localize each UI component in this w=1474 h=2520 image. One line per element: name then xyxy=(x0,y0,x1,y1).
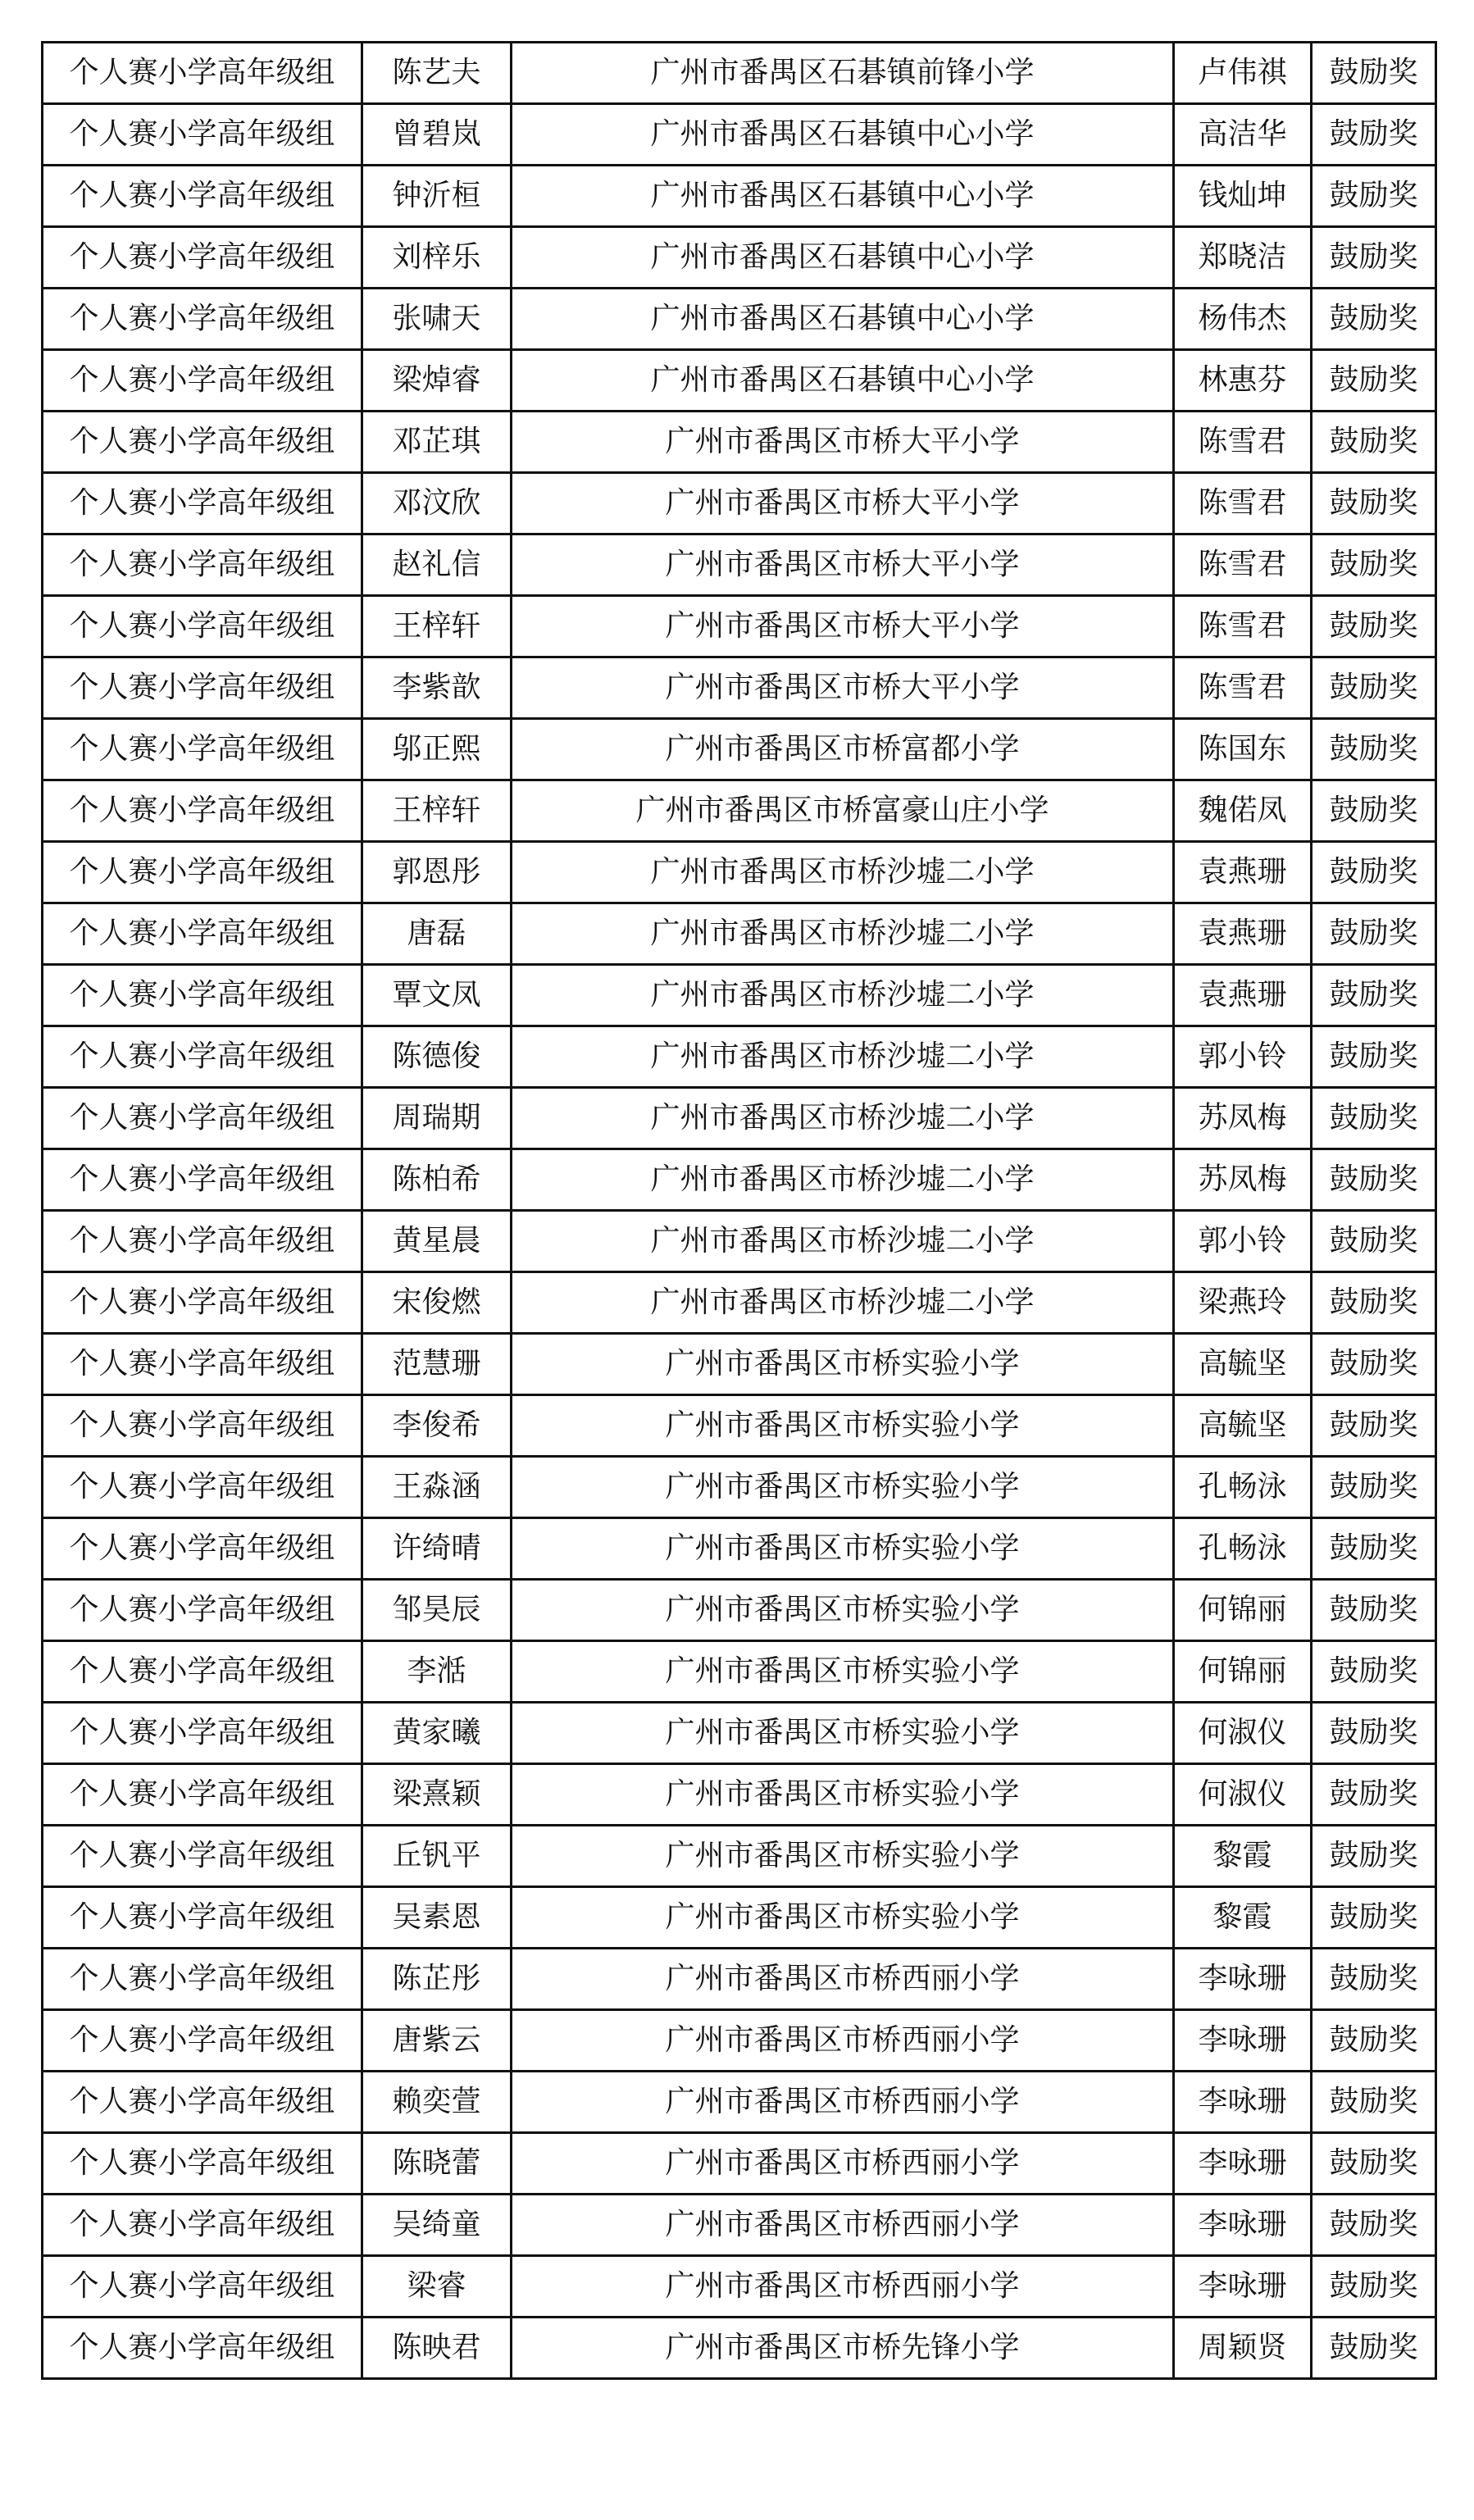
teacher-cell: 郑晓洁 xyxy=(1174,227,1312,289)
student-name-cell: 许绮晴 xyxy=(362,1518,512,1580)
category-cell: 个人赛小学高年级组 xyxy=(43,719,362,780)
award-cell: 鼓励奖 xyxy=(1312,2133,1436,2195)
award-cell: 鼓励奖 xyxy=(1312,534,1436,596)
table-row xyxy=(43,1334,1436,1395)
award-table xyxy=(41,41,1437,2380)
award-cell: 鼓励奖 xyxy=(1312,1149,1436,1211)
award-cell: 鼓励奖 xyxy=(1312,1395,1436,1457)
category-cell: 个人赛小学高年级组 xyxy=(43,1211,362,1272)
teacher-cell: 陈雪君 xyxy=(1174,657,1312,719)
school-cell: 广州市番禺区市桥实验小学 xyxy=(512,1641,1174,1703)
student-name-cell: 王淼涵 xyxy=(362,1457,512,1518)
teacher-cell: 魏偌凤 xyxy=(1174,780,1312,842)
table-row xyxy=(43,965,1436,1026)
teacher-cell: 何淑仪 xyxy=(1174,1764,1312,1826)
award-cell: 鼓励奖 xyxy=(1312,1026,1436,1088)
teacher-cell: 陈雪君 xyxy=(1174,596,1312,657)
category-cell: 个人赛小学高年级组 xyxy=(43,1149,362,1211)
teacher-cell: 陈雪君 xyxy=(1174,534,1312,596)
school-cell: 广州市番禺区石碁镇中心小学 xyxy=(512,289,1174,350)
award-cell: 鼓励奖 xyxy=(1312,1826,1436,1887)
student-name-cell: 邬正熙 xyxy=(362,719,512,780)
award-cell: 鼓励奖 xyxy=(1312,2256,1436,2318)
award-cell: 鼓励奖 xyxy=(1312,1949,1436,2010)
teacher-cell: 郭小铃 xyxy=(1174,1211,1312,1272)
award-cell: 鼓励奖 xyxy=(1312,1764,1436,1826)
school-cell: 广州市番禺区市桥西丽小学 xyxy=(512,2010,1174,2072)
award-cell: 鼓励奖 xyxy=(1312,2010,1436,2072)
school-cell: 广州市番禺区市桥沙墟二小学 xyxy=(512,903,1174,965)
award-list-sheet xyxy=(41,41,1435,2380)
student-name-cell: 赖奕萱 xyxy=(362,2072,512,2133)
table-row xyxy=(43,1826,1436,1887)
table-row xyxy=(43,2195,1436,2256)
category-cell: 个人赛小学高年级组 xyxy=(43,2195,362,2256)
school-cell: 广州市番禺区市桥沙墟二小学 xyxy=(512,1088,1174,1149)
student-name-cell: 邓芷琪 xyxy=(362,412,512,473)
category-cell: 个人赛小学高年级组 xyxy=(43,43,362,104)
table-row xyxy=(43,1764,1436,1826)
table-row xyxy=(43,1518,1436,1580)
teacher-cell: 黎霞 xyxy=(1174,1887,1312,1949)
student-name-cell: 郭恩彤 xyxy=(362,842,512,903)
school-cell: 广州市番禺区市桥先锋小学 xyxy=(512,2318,1174,2379)
award-cell: 鼓励奖 xyxy=(1312,1272,1436,1334)
award-cell: 鼓励奖 xyxy=(1312,350,1436,412)
teacher-cell: 苏凤梅 xyxy=(1174,1088,1312,1149)
category-cell: 个人赛小学高年级组 xyxy=(43,1457,362,1518)
school-cell: 广州市番禺区市桥实验小学 xyxy=(512,1457,1174,1518)
award-cell: 鼓励奖 xyxy=(1312,289,1436,350)
school-cell: 广州市番禺区石碁镇中心小学 xyxy=(512,350,1174,412)
student-name-cell: 覃文凤 xyxy=(362,965,512,1026)
teacher-cell: 高毓坚 xyxy=(1174,1395,1312,1457)
student-name-cell: 吴绮童 xyxy=(362,2195,512,2256)
category-cell: 个人赛小学高年级组 xyxy=(43,227,362,289)
student-name-cell: 陈柏希 xyxy=(362,1149,512,1211)
table-row xyxy=(43,1887,1436,1949)
category-cell: 个人赛小学高年级组 xyxy=(43,903,362,965)
table-row xyxy=(43,2010,1436,2072)
category-cell: 个人赛小学高年级组 xyxy=(43,104,362,166)
table-row xyxy=(43,2318,1436,2379)
school-cell: 广州市番禺区市桥实验小学 xyxy=(512,1764,1174,1826)
teacher-cell: 李咏珊 xyxy=(1174,2010,1312,2072)
table-row xyxy=(43,903,1436,965)
school-cell: 广州市番禺区市桥西丽小学 xyxy=(512,1949,1174,2010)
table-row xyxy=(43,166,1436,227)
teacher-cell: 陈雪君 xyxy=(1174,473,1312,534)
category-cell: 个人赛小学高年级组 xyxy=(43,1764,362,1826)
award-cell: 鼓励奖 xyxy=(1312,412,1436,473)
teacher-cell: 何锦丽 xyxy=(1174,1641,1312,1703)
school-cell: 广州市番禺区市桥西丽小学 xyxy=(512,2133,1174,2195)
award-cell: 鼓励奖 xyxy=(1312,1334,1436,1395)
category-cell: 个人赛小学高年级组 xyxy=(43,1949,362,2010)
school-cell: 广州市番禺区石碁镇中心小学 xyxy=(512,166,1174,227)
school-cell: 广州市番禺区市桥实验小学 xyxy=(512,1518,1174,1580)
category-cell: 个人赛小学高年级组 xyxy=(43,780,362,842)
category-cell: 个人赛小学高年级组 xyxy=(43,2072,362,2133)
teacher-cell: 郭小铃 xyxy=(1174,1026,1312,1088)
student-name-cell: 陈德俊 xyxy=(362,1026,512,1088)
teacher-cell: 林惠芬 xyxy=(1174,350,1312,412)
category-cell: 个人赛小学高年级组 xyxy=(43,1334,362,1395)
school-cell: 广州市番禺区市桥沙墟二小学 xyxy=(512,1149,1174,1211)
award-cell: 鼓励奖 xyxy=(1312,719,1436,780)
table-row xyxy=(43,842,1436,903)
student-name-cell: 丘钒平 xyxy=(362,1826,512,1887)
category-cell: 个人赛小学高年级组 xyxy=(43,1518,362,1580)
student-name-cell: 李湉 xyxy=(362,1641,512,1703)
category-cell: 个人赛小学高年级组 xyxy=(43,657,362,719)
award-cell: 鼓励奖 xyxy=(1312,780,1436,842)
table-row xyxy=(43,104,1436,166)
table-row xyxy=(43,1395,1436,1457)
category-cell: 个人赛小学高年级组 xyxy=(43,842,362,903)
award-cell: 鼓励奖 xyxy=(1312,1703,1436,1764)
school-cell: 广州市番禺区市桥沙墟二小学 xyxy=(512,1026,1174,1088)
teacher-cell: 高毓坚 xyxy=(1174,1334,1312,1395)
table-row xyxy=(43,289,1436,350)
student-name-cell: 张啸天 xyxy=(362,289,512,350)
award-cell: 鼓励奖 xyxy=(1312,1457,1436,1518)
table-row xyxy=(43,1580,1436,1641)
category-cell: 个人赛小学高年级组 xyxy=(43,2133,362,2195)
teacher-cell: 黎霞 xyxy=(1174,1826,1312,1887)
teacher-cell: 孔畅泳 xyxy=(1174,1457,1312,1518)
teacher-cell: 李咏珊 xyxy=(1174,2072,1312,2133)
table-row xyxy=(43,1703,1436,1764)
award-cell: 鼓励奖 xyxy=(1312,1211,1436,1272)
teacher-cell: 袁燕珊 xyxy=(1174,965,1312,1026)
school-cell: 广州市番禺区市桥富豪山庄小学 xyxy=(512,780,1174,842)
table-row xyxy=(43,412,1436,473)
student-name-cell: 刘梓乐 xyxy=(362,227,512,289)
teacher-cell: 袁燕珊 xyxy=(1174,842,1312,903)
student-name-cell: 陈芷彤 xyxy=(362,1949,512,2010)
table-row xyxy=(43,1641,1436,1703)
category-cell: 个人赛小学高年级组 xyxy=(43,1580,362,1641)
table-row xyxy=(43,719,1436,780)
student-name-cell: 唐紫云 xyxy=(362,2010,512,2072)
award-cell: 鼓励奖 xyxy=(1312,903,1436,965)
table-row xyxy=(43,350,1436,412)
student-name-cell: 黄星晨 xyxy=(362,1211,512,1272)
school-cell: 广州市番禺区市桥实验小学 xyxy=(512,1887,1174,1949)
category-cell: 个人赛小学高年级组 xyxy=(43,473,362,534)
award-cell: 鼓励奖 xyxy=(1312,842,1436,903)
category-cell: 个人赛小学高年级组 xyxy=(43,289,362,350)
category-cell: 个人赛小学高年级组 xyxy=(43,534,362,596)
school-cell: 广州市番禺区市桥沙墟二小学 xyxy=(512,965,1174,1026)
school-cell: 广州市番禺区市桥实验小学 xyxy=(512,1395,1174,1457)
award-cell: 鼓励奖 xyxy=(1312,1641,1436,1703)
student-name-cell: 李俊希 xyxy=(362,1395,512,1457)
student-name-cell: 赵礼信 xyxy=(362,534,512,596)
category-cell: 个人赛小学高年级组 xyxy=(43,2256,362,2318)
award-cell: 鼓励奖 xyxy=(1312,1088,1436,1149)
student-name-cell: 范慧珊 xyxy=(362,1334,512,1395)
table-row xyxy=(43,1088,1436,1149)
teacher-cell: 梁燕玲 xyxy=(1174,1272,1312,1334)
school-cell: 广州市番禺区市桥实验小学 xyxy=(512,1826,1174,1887)
school-cell: 广州市番禺区石碁镇中心小学 xyxy=(512,227,1174,289)
student-name-cell: 黄家曦 xyxy=(362,1703,512,1764)
award-cell: 鼓励奖 xyxy=(1312,1580,1436,1641)
table-row xyxy=(43,2256,1436,2318)
teacher-cell: 杨伟杰 xyxy=(1174,289,1312,350)
award-cell: 鼓励奖 xyxy=(1312,166,1436,227)
student-name-cell: 李紫歆 xyxy=(362,657,512,719)
table-row xyxy=(43,1026,1436,1088)
teacher-cell: 高洁华 xyxy=(1174,104,1312,166)
school-cell: 广州市番禺区市桥富都小学 xyxy=(512,719,1174,780)
table-row xyxy=(43,780,1436,842)
student-name-cell: 宋俊燃 xyxy=(362,1272,512,1334)
teacher-cell: 钱灿坤 xyxy=(1174,166,1312,227)
award-cell: 鼓励奖 xyxy=(1312,596,1436,657)
student-name-cell: 梁焯睿 xyxy=(362,350,512,412)
teacher-cell: 李咏珊 xyxy=(1174,2256,1312,2318)
student-name-cell: 邹昊辰 xyxy=(362,1580,512,1641)
student-name-cell: 周瑞期 xyxy=(362,1088,512,1149)
category-cell: 个人赛小学高年级组 xyxy=(43,1026,362,1088)
category-cell: 个人赛小学高年级组 xyxy=(43,965,362,1026)
table-row xyxy=(43,1272,1436,1334)
school-cell: 广州市番禺区市桥沙墟二小学 xyxy=(512,1272,1174,1334)
table-row xyxy=(43,2072,1436,2133)
student-name-cell: 钟沂桓 xyxy=(362,166,512,227)
category-cell: 个人赛小学高年级组 xyxy=(43,2010,362,2072)
student-name-cell: 曾碧岚 xyxy=(362,104,512,166)
teacher-cell: 李咏珊 xyxy=(1174,1949,1312,2010)
teacher-cell: 袁燕珊 xyxy=(1174,903,1312,965)
school-cell: 广州市番禺区市桥大平小学 xyxy=(512,657,1174,719)
teacher-cell: 李咏珊 xyxy=(1174,2195,1312,2256)
category-cell: 个人赛小学高年级组 xyxy=(43,1088,362,1149)
category-cell: 个人赛小学高年级组 xyxy=(43,1395,362,1457)
student-name-cell: 王梓轩 xyxy=(362,780,512,842)
school-cell: 广州市番禺区市桥大平小学 xyxy=(512,596,1174,657)
teacher-cell: 周颖贤 xyxy=(1174,2318,1312,2379)
school-cell: 广州市番禺区市桥实验小学 xyxy=(512,1703,1174,1764)
school-cell: 广州市番禺区石碁镇中心小学 xyxy=(512,104,1174,166)
student-name-cell: 陈映君 xyxy=(362,2318,512,2379)
category-cell: 个人赛小学高年级组 xyxy=(43,2318,362,2379)
school-cell: 广州市番禺区市桥沙墟二小学 xyxy=(512,1211,1174,1272)
student-name-cell: 吴素恩 xyxy=(362,1887,512,1949)
table-row xyxy=(43,657,1436,719)
student-name-cell: 王梓轩 xyxy=(362,596,512,657)
category-cell: 个人赛小学高年级组 xyxy=(43,350,362,412)
table-row xyxy=(43,1149,1436,1211)
category-cell: 个人赛小学高年级组 xyxy=(43,166,362,227)
school-cell: 广州市番禺区市桥大平小学 xyxy=(512,473,1174,534)
award-cell: 鼓励奖 xyxy=(1312,227,1436,289)
student-name-cell: 陈晓蕾 xyxy=(362,2133,512,2195)
student-name-cell: 陈艺夫 xyxy=(362,43,512,104)
table-row xyxy=(43,1211,1436,1272)
school-cell: 广州市番禺区市桥西丽小学 xyxy=(512,2072,1174,2133)
teacher-cell: 李咏珊 xyxy=(1174,2133,1312,2195)
teacher-cell: 陈国东 xyxy=(1174,719,1312,780)
award-cell: 鼓励奖 xyxy=(1312,1518,1436,1580)
table-row xyxy=(43,1949,1436,2010)
category-cell: 个人赛小学高年级组 xyxy=(43,1826,362,1887)
teacher-cell: 何锦丽 xyxy=(1174,1580,1312,1641)
teacher-cell: 何淑仪 xyxy=(1174,1703,1312,1764)
award-cell: 鼓励奖 xyxy=(1312,43,1436,104)
teacher-cell: 卢伟祺 xyxy=(1174,43,1312,104)
table-row xyxy=(43,1457,1436,1518)
category-cell: 个人赛小学高年级组 xyxy=(43,596,362,657)
school-cell: 广州市番禺区市桥西丽小学 xyxy=(512,2256,1174,2318)
student-name-cell: 邓汶欣 xyxy=(362,473,512,534)
table-row xyxy=(43,534,1436,596)
category-cell: 个人赛小学高年级组 xyxy=(43,412,362,473)
teacher-cell: 孔畅泳 xyxy=(1174,1518,1312,1580)
table-row xyxy=(43,596,1436,657)
award-cell: 鼓励奖 xyxy=(1312,2195,1436,2256)
award-cell: 鼓励奖 xyxy=(1312,1887,1436,1949)
table-row xyxy=(43,227,1436,289)
table-row xyxy=(43,43,1436,104)
table-row xyxy=(43,2133,1436,2195)
student-name-cell: 唐磊 xyxy=(362,903,512,965)
category-cell: 个人赛小学高年级组 xyxy=(43,1641,362,1703)
award-cell: 鼓励奖 xyxy=(1312,2318,1436,2379)
award-cell: 鼓励奖 xyxy=(1312,2072,1436,2133)
category-cell: 个人赛小学高年级组 xyxy=(43,1703,362,1764)
award-table-body xyxy=(43,43,1436,2379)
category-cell: 个人赛小学高年级组 xyxy=(43,1887,362,1949)
student-name-cell: 梁睿 xyxy=(362,2256,512,2318)
award-cell: 鼓励奖 xyxy=(1312,657,1436,719)
teacher-cell: 苏凤梅 xyxy=(1174,1149,1312,1211)
award-cell: 鼓励奖 xyxy=(1312,104,1436,166)
school-cell: 广州市番禺区市桥实验小学 xyxy=(512,1580,1174,1641)
school-cell: 广州市番禺区市桥大平小学 xyxy=(512,534,1174,596)
school-cell: 广州市番禺区市桥大平小学 xyxy=(512,412,1174,473)
school-cell: 广州市番禺区市桥沙墟二小学 xyxy=(512,842,1174,903)
school-cell: 广州市番禺区石碁镇前锋小学 xyxy=(512,43,1174,104)
table-row xyxy=(43,473,1436,534)
award-cell: 鼓励奖 xyxy=(1312,473,1436,534)
category-cell: 个人赛小学高年级组 xyxy=(43,1272,362,1334)
school-cell: 广州市番禺区市桥西丽小学 xyxy=(512,2195,1174,2256)
student-name-cell: 梁熹颖 xyxy=(362,1764,512,1826)
school-cell: 广州市番禺区市桥实验小学 xyxy=(512,1334,1174,1395)
award-cell: 鼓励奖 xyxy=(1312,965,1436,1026)
teacher-cell: 陈雪君 xyxy=(1174,412,1312,473)
